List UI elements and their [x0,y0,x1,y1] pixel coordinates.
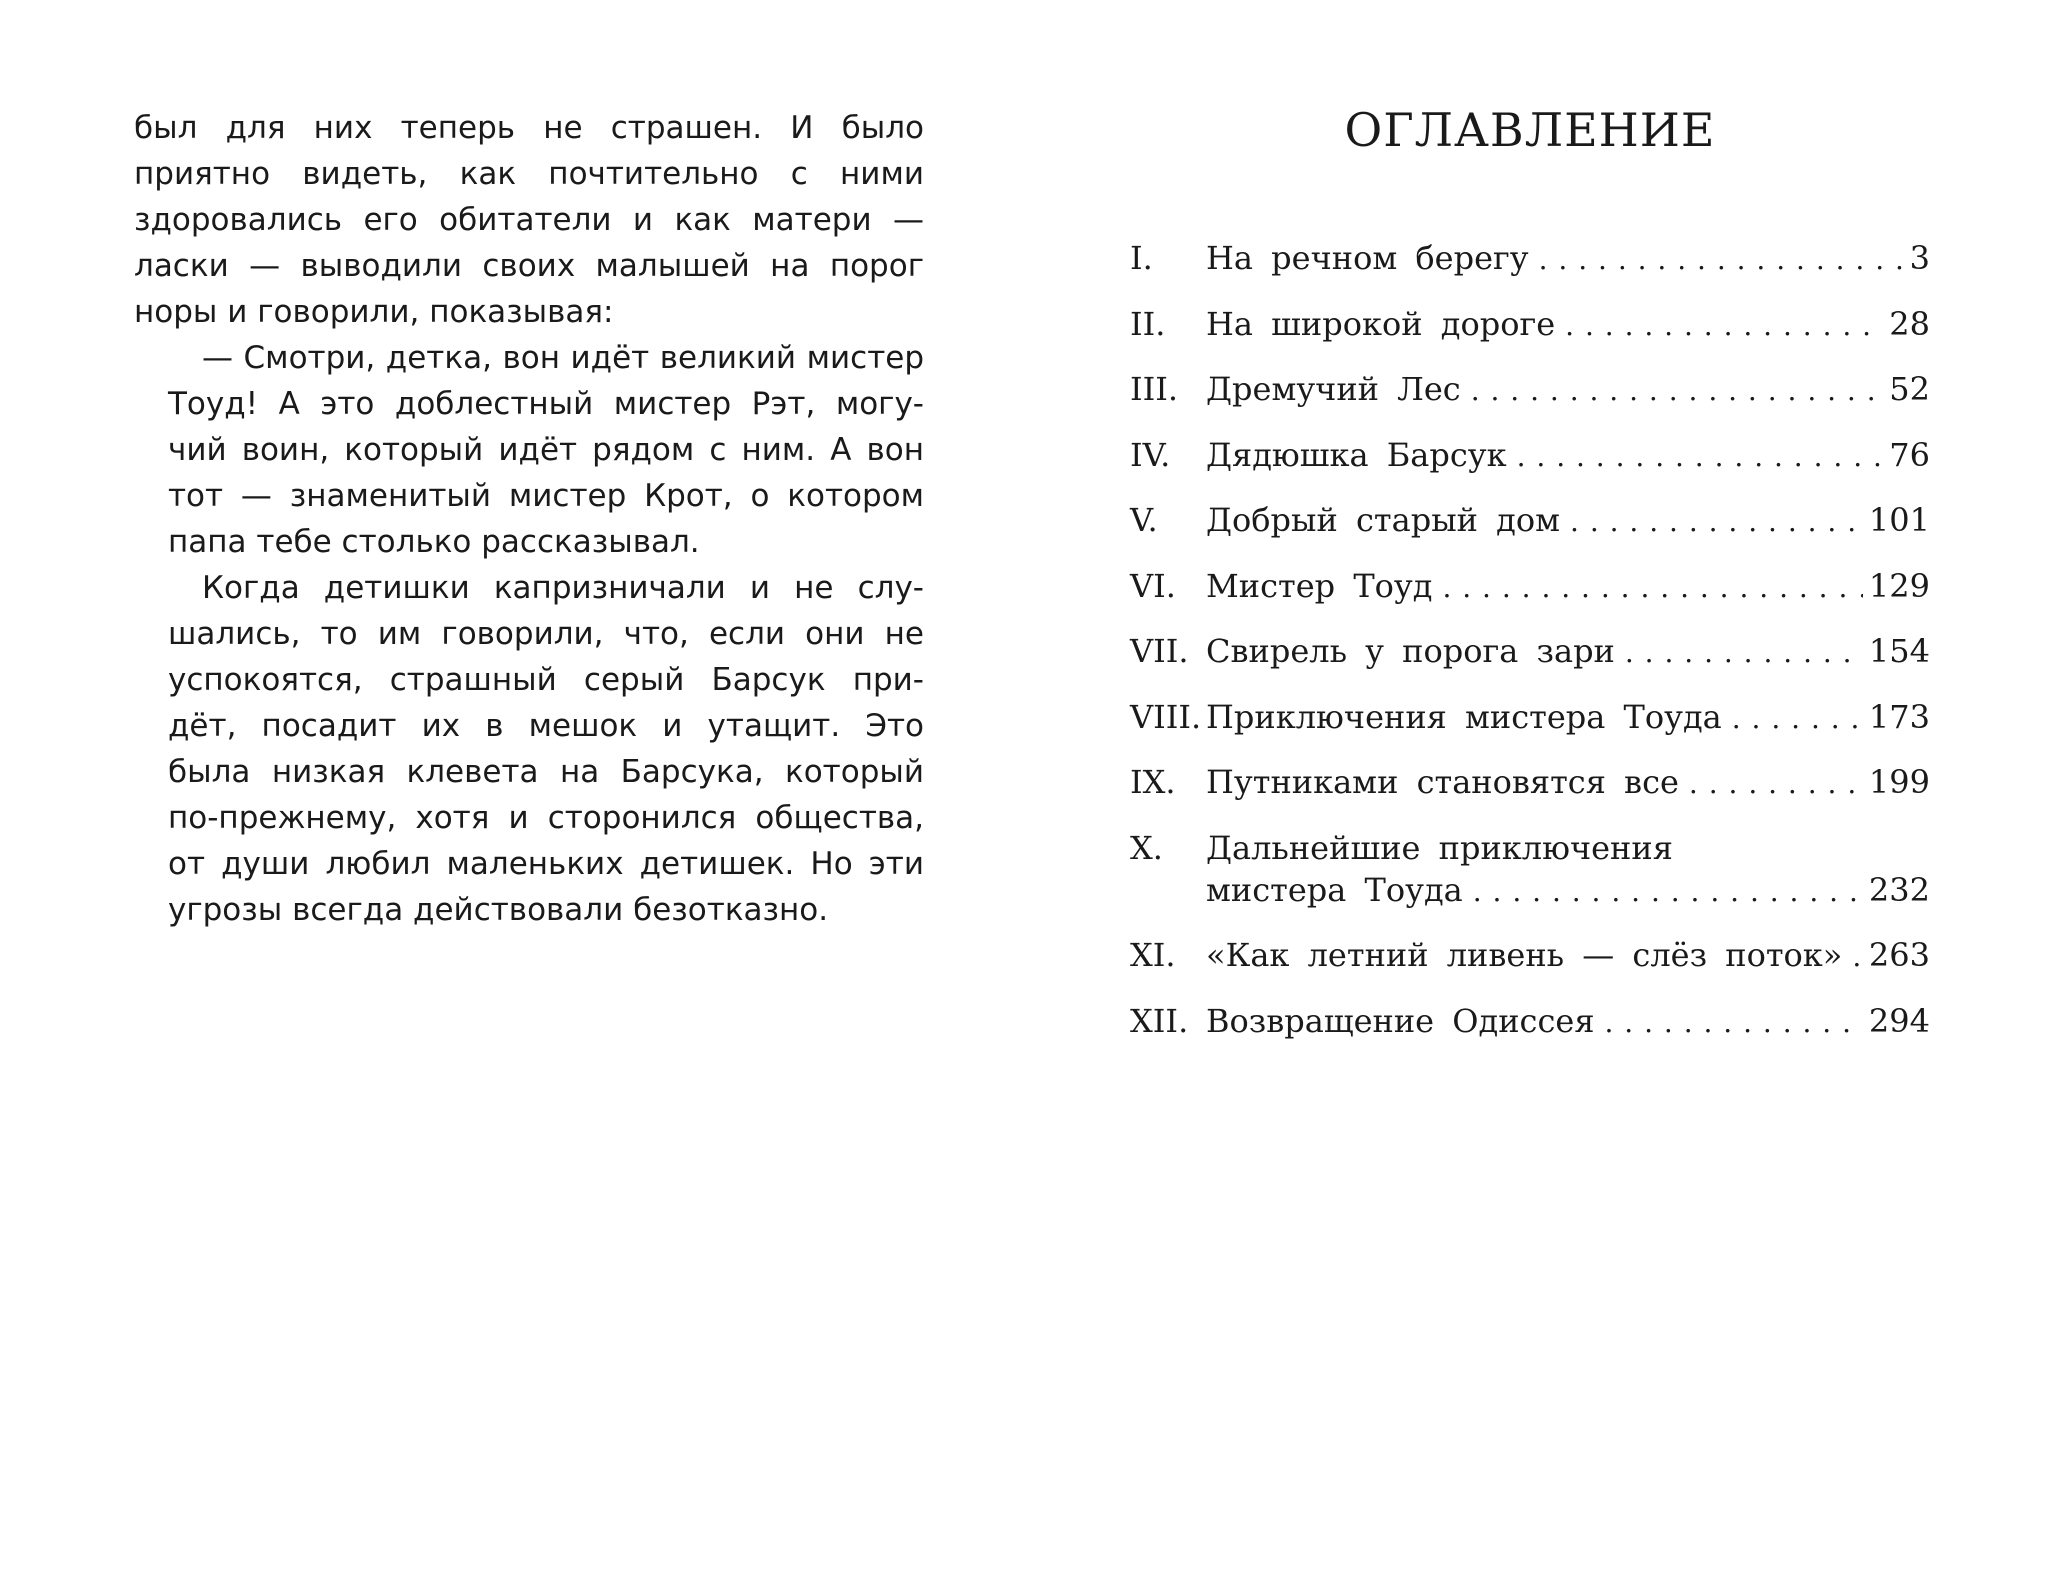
page-number: 28 [1889,304,1930,343]
toc-entry-line [1206,827,1930,869]
text-line: норы и говорили, показывая: [134,294,614,330]
toc-entry-line [1206,869,1930,913]
dot-leader [1442,567,1862,609]
page-number: 129 [1868,566,1930,605]
text-line: была низкая клевета на Барсука, который [168,754,924,790]
chapter-title: Дядюшка Барсук [1206,435,1507,474]
toc-entry-line [1206,303,1930,347]
chapter-number: VI. [1130,566,1176,605]
page-number: 199 [1868,763,1930,801]
toc-entry[interactable] [1130,934,1930,976]
toc-entry-line [1206,565,1930,609]
chapter-title: Свирель у порога зари [1206,632,1615,670]
paragraph [134,105,924,335]
page-number: 52 [1889,370,1930,408]
text-line: угрозы всегда действовали безотказно. [168,892,829,928]
chapter-number: II. [1130,304,1166,343]
chapter-number: III. [1130,370,1179,408]
dot-leader [1625,632,1863,674]
table-of-contents-page [1130,95,1930,1040]
toc-entry[interactable] [1130,368,1930,410]
toc-entry[interactable] [1130,827,1930,911]
toc-entry[interactable] [1130,499,1930,541]
toc-entry-line [1206,761,1930,805]
dot-leader [1689,763,1863,805]
chapter-title: «Как летний ливень — слёз поток» [1206,936,1843,974]
text-line: — Смотри, детка, вон идёт великий мистер [202,340,924,376]
chapter-number: I. [1130,239,1153,277]
dot-leader [1565,305,1883,347]
chapter-number: V. [1130,501,1158,539]
text-line: здоровались его обитатели и как матери — [134,202,924,238]
toc-entry-line [1206,630,1930,674]
chapter-number: IX. [1130,763,1176,801]
chapter-title: Дремучий Лес [1206,370,1461,408]
text-line: был для них теперь не страшен. И было [134,110,924,146]
text-line: чий воин, который идёт рядом с ним. А вон [168,432,924,468]
toc-entry[interactable] [1130,630,1930,672]
paragraph [134,335,924,565]
page-number: 294 [1868,1001,1930,1040]
text-line: шались, то им говорили, что, если они не [168,616,924,652]
toc-entry-line [1206,237,1930,281]
chapter-number: IV. [1130,435,1171,474]
chapter-title: Приключения мистера Тоуда [1206,697,1722,736]
dot-leader [1471,370,1884,412]
toc-entry-line [1206,934,1930,978]
toc-title: ОГЛАВЛЕНИЕ [1344,103,1716,157]
toc-entry[interactable] [1130,237,1930,279]
dot-leader [1570,501,1863,543]
chapter-title: Путниками становятся все [1206,763,1679,801]
text-line: по-прежнему, хотя и сторонился общества, [168,800,924,836]
chapter-title: Возвращение Одиссея [1206,1001,1595,1040]
toc-entry[interactable] [1130,303,1930,345]
text-line: от души любил маленьких детишек. Но эти [168,846,924,882]
text-line: успокоятся, страшный серый Барсук при- [168,662,924,698]
toc-entry-line [1206,696,1930,740]
chapter-number: XI. [1130,936,1176,974]
toc-entry[interactable] [1130,696,1930,738]
chapter-title: мистера Тоуда [1206,870,1463,909]
toc-entry-line [1206,368,1930,412]
text-line: приятно видеть, как почтительно с ними [134,156,924,192]
text-line: Когда детишки капризничали и не слу- [202,570,924,606]
text-line: Тоуд! А это доблестный мистер Рэт, могу- [168,386,924,422]
page-number: 154 [1868,632,1930,670]
dot-leader [1473,871,1863,913]
dot-leader [1539,239,1904,281]
chapter-title: Мистер Тоуд [1206,566,1433,605]
page-number: 76 [1889,435,1930,474]
toc-entry[interactable] [1130,1000,1930,1042]
dot-leader [1517,436,1884,478]
page-number: 173 [1868,697,1930,736]
text-line: ласки — выводили своих малышей на порог [134,248,924,284]
page-number: 263 [1868,936,1930,974]
text-line: тот — знаменитый мистер Крот, о котором [168,478,924,514]
text-line: дёт, посадит их в мешок и утащит. Это [168,708,924,744]
toc-entry-line [1206,434,1930,478]
chapter-number: XII. [1130,1001,1189,1040]
page-number: 101 [1868,501,1930,539]
toc-entry[interactable] [1130,565,1930,607]
page-number: 3 [1909,239,1930,277]
chapter-number: VIII. [1130,697,1202,736]
toc-list [1130,237,1930,1065]
chapter-number: VII. [1130,632,1189,670]
toc-entry[interactable] [1130,434,1930,476]
toc-entry-line [1206,1000,1930,1044]
chapter-number: X. [1130,828,1163,867]
body-text-page [134,105,924,933]
text-line: папа тебе столько рассказывал. [168,524,700,560]
chapter-title: Добрый старый дом [1206,501,1561,539]
toc-entry-line [1206,499,1930,543]
chapter-title: На речном берегу [1206,239,1529,277]
dot-leader [1605,1002,1863,1044]
toc-entry[interactable] [1130,761,1930,803]
paragraph [134,565,924,933]
page-number: 232 [1868,870,1930,909]
dot-leader [1852,936,1863,978]
dot-leader [1732,698,1863,740]
chapter-title: На широкой дороге [1206,304,1556,343]
chapter-title: Дальнейшие приключения [1206,828,1673,867]
